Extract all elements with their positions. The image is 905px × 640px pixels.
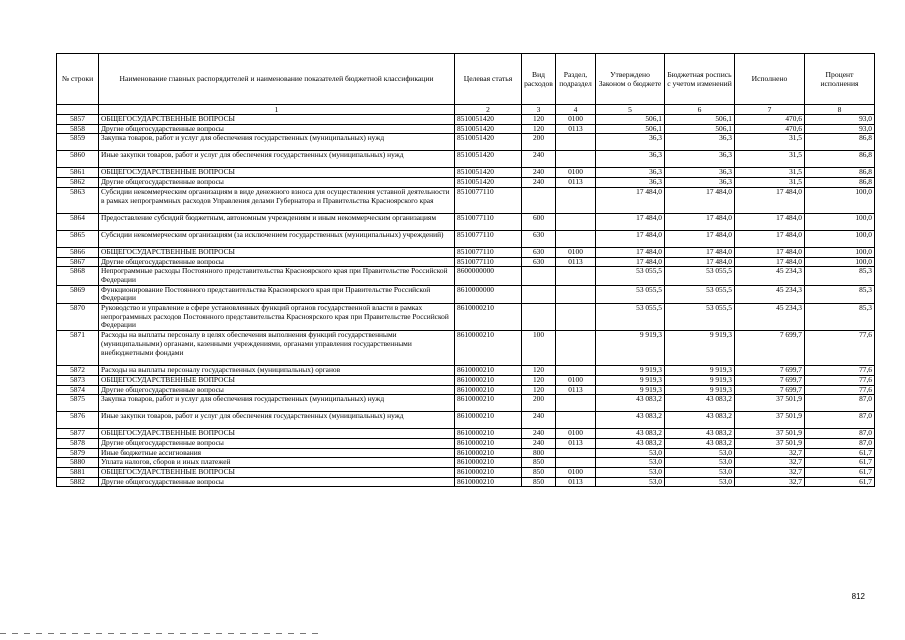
row-expense-type: 850 (522, 477, 556, 487)
row-target-article: 8510077110 (455, 187, 522, 213)
row-schedule: 43 083,2 (665, 395, 735, 412)
row-name: ОБЩЕГОСУДАРСТВЕННЫЕ ВОПРОСЫ (99, 247, 455, 257)
row-percent: 87,0 (805, 429, 875, 439)
row-percent: 100,0 (805, 257, 875, 267)
row-percent: 77,6 (805, 385, 875, 395)
row-expense-type: 630 (522, 230, 556, 247)
row-schedule: 9 919,3 (665, 385, 735, 395)
header-target-article: Целевая статья (455, 54, 522, 105)
row-target-article: 8610000210 (455, 304, 522, 331)
row-executed: 7 699,7 (735, 366, 805, 376)
row-target-article: 8510051420 (455, 134, 522, 151)
row-approved: 17 484,0 (596, 247, 665, 257)
row-name: ОБЩЕГОСУДАРСТВЕННЫЕ ВОПРОСЫ (99, 429, 455, 439)
row-schedule: 506,1 (665, 124, 735, 134)
table-body (57, 115, 875, 487)
row-number: 5863 (57, 187, 99, 213)
row-approved: 43 083,2 (596, 429, 665, 439)
row-target-article: 8510051420 (455, 115, 522, 125)
row-approved: 17 484,0 (596, 257, 665, 267)
table-row (57, 375, 875, 385)
row-percent: 61,7 (805, 448, 875, 458)
table-row (57, 168, 875, 178)
row-target-article: 8510077110 (455, 257, 522, 267)
table-row (57, 458, 875, 468)
row-number: 5860 (57, 151, 99, 168)
table-row (57, 285, 875, 303)
table-row (57, 412, 875, 429)
row-section: 0113 (556, 438, 596, 448)
table-row (57, 115, 875, 125)
row-approved: 43 083,2 (596, 412, 665, 429)
row-executed: 32,7 (735, 458, 805, 468)
row-target-article: 8610000210 (455, 385, 522, 395)
row-section: 0100 (556, 168, 596, 178)
column-number: 7 (735, 105, 805, 115)
row-schedule: 17 484,0 (665, 247, 735, 257)
row-percent: 87,0 (805, 438, 875, 448)
row-executed: 37 501,9 (735, 429, 805, 439)
table-row (57, 151, 875, 168)
row-expense-type: 630 (522, 257, 556, 267)
row-target-article: 8610000210 (455, 468, 522, 478)
row-target-article: 8610000210 (455, 395, 522, 412)
row-section: 0100 (556, 115, 596, 125)
table-row (57, 304, 875, 331)
row-schedule: 17 484,0 (665, 230, 735, 247)
row-expense-type: 240 (522, 178, 556, 188)
row-percent: 93,0 (805, 124, 875, 134)
row-section: 0100 (556, 429, 596, 439)
row-approved: 43 083,2 (596, 438, 665, 448)
row-approved: 9 919,3 (596, 385, 665, 395)
row-number: 5879 (57, 448, 99, 458)
row-expense-type: 120 (522, 124, 556, 134)
row-expense-type (522, 187, 556, 213)
row-name: Закупка товаров, работ и услуг для обеспечения государственных (муниципальных) нужд (99, 395, 455, 412)
row-percent: 77,6 (805, 331, 875, 366)
row-number: 5871 (57, 331, 99, 366)
row-approved: 53 055,5 (596, 267, 665, 285)
row-number: 5864 (57, 213, 99, 230)
row-schedule: 9 919,3 (665, 366, 735, 376)
row-target-article: 8510051420 (455, 151, 522, 168)
row-name: ОБЩЕГОСУДАРСТВЕННЫЕ ВОПРОСЫ (99, 468, 455, 478)
row-target-article: 8610000000 (455, 285, 522, 303)
budget-document (56, 53, 874, 487)
row-name: Другие общегосударственные вопросы (99, 385, 455, 395)
row-number: 5862 (57, 178, 99, 188)
table-row (57, 187, 875, 213)
column-number: 3 (522, 105, 556, 115)
row-schedule: 36,3 (665, 134, 735, 151)
row-number: 5857 (57, 115, 99, 125)
row-executed: 31,5 (735, 168, 805, 178)
row-number: 5877 (57, 429, 99, 439)
row-approved: 9 919,3 (596, 331, 665, 366)
row-section: 0113 (556, 178, 596, 188)
header-percent: Процент исполнения (805, 54, 875, 105)
row-name: Иные бюджетные ассигнования (99, 448, 455, 458)
row-expense-type (522, 304, 556, 331)
row-approved: 53,0 (596, 477, 665, 487)
row-target-article: 8610000210 (455, 438, 522, 448)
row-percent: 86,8 (805, 168, 875, 178)
row-approved: 53 055,5 (596, 304, 665, 331)
row-schedule: 17 484,0 (665, 187, 735, 213)
row-executed: 7 699,7 (735, 375, 805, 385)
column-number-row (57, 105, 875, 115)
row-executed: 17 484,0 (735, 230, 805, 247)
row-approved: 506,1 (596, 124, 665, 134)
row-percent: 100,0 (805, 230, 875, 247)
column-number: 4 (556, 105, 596, 115)
table-row (57, 429, 875, 439)
row-name: Предоставление субсидий бюджетным, автономным учреждениям и иным некоммерческим организациям (99, 213, 455, 230)
row-name: Другие общегосударственные вопросы (99, 477, 455, 487)
table-row (57, 124, 875, 134)
table-row (57, 468, 875, 478)
row-expense-type: 850 (522, 468, 556, 478)
row-executed: 31,5 (735, 178, 805, 188)
row-number: 5881 (57, 468, 99, 478)
row-expense-type: 630 (522, 247, 556, 257)
row-executed: 7 699,7 (735, 385, 805, 395)
row-target-article: 8610000210 (455, 331, 522, 366)
row-section (556, 285, 596, 303)
row-percent: 100,0 (805, 247, 875, 257)
row-executed: 32,7 (735, 468, 805, 478)
row-percent: 93,0 (805, 115, 875, 125)
row-expense-type: 100 (522, 331, 556, 366)
row-section: 0100 (556, 247, 596, 257)
row-name: Расходы на выплаты персоналу государственных (муниципальных) органов (99, 366, 455, 376)
row-executed: 32,7 (735, 477, 805, 487)
row-number: 5866 (57, 247, 99, 257)
row-executed: 470,6 (735, 124, 805, 134)
row-executed: 17 484,0 (735, 213, 805, 230)
table-row (57, 247, 875, 257)
row-expense-type: 240 (522, 429, 556, 439)
table-row (57, 178, 875, 188)
row-schedule: 53,0 (665, 458, 735, 468)
row-approved: 36,3 (596, 168, 665, 178)
row-name: ОБЩЕГОСУДАРСТВЕННЫЕ ВОПРОСЫ (99, 168, 455, 178)
row-section (556, 304, 596, 331)
row-schedule: 36,3 (665, 178, 735, 188)
row-approved: 36,3 (596, 134, 665, 151)
row-approved: 17 484,0 (596, 187, 665, 213)
row-expense-type (522, 267, 556, 285)
row-executed: 32,7 (735, 448, 805, 458)
row-number: 5858 (57, 124, 99, 134)
row-percent: 61,7 (805, 468, 875, 478)
row-expense-type: 200 (522, 134, 556, 151)
row-target-article: 8610000210 (455, 448, 522, 458)
row-schedule: 43 083,2 (665, 412, 735, 429)
row-percent: 85,3 (805, 285, 875, 303)
row-name: Руководство и управление в сфере установленных функций органов государственной власти в рамках непрограммных расходов Постоянного представительства Красноярского края при Правительстве Российской Федерации (99, 304, 455, 331)
row-section (556, 230, 596, 247)
row-name: ОБЩЕГОСУДАРСТВЕННЫЕ ВОПРОСЫ (99, 375, 455, 385)
table-row (57, 257, 875, 267)
row-executed: 45 234,3 (735, 285, 805, 303)
row-name: Уплата налогов, сборов и иных платежей (99, 458, 455, 468)
row-approved: 53 055,5 (596, 285, 665, 303)
row-target-article: 8510077110 (455, 247, 522, 257)
row-schedule: 53 055,5 (665, 285, 735, 303)
row-expense-type: 850 (522, 458, 556, 468)
row-expense-type: 120 (522, 375, 556, 385)
column-number (57, 105, 99, 115)
row-percent: 77,6 (805, 366, 875, 376)
row-percent: 85,3 (805, 304, 875, 331)
row-target-article: 8510077110 (455, 230, 522, 247)
row-name: Другие общегосударственные вопросы (99, 438, 455, 448)
row-approved: 36,3 (596, 151, 665, 168)
row-section: 0113 (556, 477, 596, 487)
row-percent: 86,8 (805, 134, 875, 151)
column-number: 2 (455, 105, 522, 115)
row-name: Иные закупки товаров, работ и услуг для обеспечения государственных (муниципальных) нужд (99, 412, 455, 429)
row-target-article: 8600000000 (455, 267, 522, 285)
row-expense-type: 240 (522, 151, 556, 168)
row-section (556, 151, 596, 168)
header-name: Наименование главных распорядителей и наименование показателей бюджетной классификации (99, 54, 455, 105)
table-row (57, 385, 875, 395)
table-row (57, 438, 875, 448)
row-number: 5868 (57, 267, 99, 285)
row-executed: 37 501,9 (735, 438, 805, 448)
row-expense-type: 120 (522, 366, 556, 376)
row-target-article: 8610000210 (455, 366, 522, 376)
header-section: Раздел, подраздел (556, 54, 596, 105)
row-number: 5882 (57, 477, 99, 487)
row-section: 0113 (556, 124, 596, 134)
table-row (57, 448, 875, 458)
column-number: 6 (665, 105, 735, 115)
row-section (556, 412, 596, 429)
row-executed: 45 234,3 (735, 267, 805, 285)
row-name: Расходы на выплаты персоналу в целях обеспечения выполнения функций государственными (муниципальными) органами, казенными учреждениями, органами управления государственными внебюджетными фондами (99, 331, 455, 366)
table-row (57, 213, 875, 230)
row-number: 5865 (57, 230, 99, 247)
row-number: 5869 (57, 285, 99, 303)
table-header-row (57, 54, 875, 105)
row-section: 0113 (556, 385, 596, 395)
row-number: 5867 (57, 257, 99, 267)
row-schedule: 53 055,5 (665, 267, 735, 285)
row-expense-type: 120 (522, 115, 556, 125)
row-approved: 53,0 (596, 468, 665, 478)
row-name: ОБЩЕГОСУДАРСТВЕННЫЕ ВОПРОСЫ (99, 115, 455, 125)
row-percent: 77,6 (805, 375, 875, 385)
row-percent: 100,0 (805, 213, 875, 230)
row-target-article: 8610000210 (455, 429, 522, 439)
row-section (556, 187, 596, 213)
table-row (57, 477, 875, 487)
row-approved: 43 083,2 (596, 395, 665, 412)
row-schedule: 17 484,0 (665, 257, 735, 267)
page-number: 812 (851, 592, 865, 601)
row-percent: 61,7 (805, 477, 875, 487)
row-number: 5872 (57, 366, 99, 376)
table-row (57, 395, 875, 412)
row-number: 5861 (57, 168, 99, 178)
row-target-article: 8510051420 (455, 168, 522, 178)
row-section: 0100 (556, 375, 596, 385)
row-schedule: 43 083,2 (665, 438, 735, 448)
row-percent: 85,3 (805, 267, 875, 285)
row-executed: 17 484,0 (735, 187, 805, 213)
header-approved: Утверждено Законом о бюджете (596, 54, 665, 105)
row-target-article: 8610000210 (455, 375, 522, 385)
row-section (556, 366, 596, 376)
row-approved: 9 919,3 (596, 366, 665, 376)
header-expense-type: Вид расходов (522, 54, 556, 105)
header-executed: Исполнено (735, 54, 805, 105)
row-schedule: 17 484,0 (665, 213, 735, 230)
row-schedule: 53,0 (665, 477, 735, 487)
row-expense-type: 120 (522, 385, 556, 395)
row-schedule: 506,1 (665, 115, 735, 125)
row-expense-type: 600 (522, 213, 556, 230)
row-section (556, 448, 596, 458)
row-target-article: 8610000210 (455, 477, 522, 487)
row-name: Другие общегосударственные вопросы (99, 124, 455, 134)
row-approved: 36,3 (596, 178, 665, 188)
row-expense-type (522, 285, 556, 303)
row-approved: 53,0 (596, 458, 665, 468)
column-number: 8 (805, 105, 875, 115)
row-executed: 17 484,0 (735, 247, 805, 257)
row-name: Другие общегосударственные вопросы (99, 178, 455, 188)
row-executed: 470,6 (735, 115, 805, 125)
row-number: 5873 (57, 375, 99, 385)
row-executed: 45 234,3 (735, 304, 805, 331)
table-row (57, 230, 875, 247)
row-name: Другие общегосударственные вопросы (99, 257, 455, 267)
row-section: 0100 (556, 468, 596, 478)
row-number: 5870 (57, 304, 99, 331)
row-approved: 506,1 (596, 115, 665, 125)
row-target-article: 8510077110 (455, 213, 522, 230)
row-name: Субсидии некоммерческим организациям в виде денежного взноса для осуществления уставной деятельности в рамках непрограммных расходов Управления делами Губернатора и Правительства Красноярского края (99, 187, 455, 213)
row-name: Непрограммные расходы Постоянного представительства Красноярского края при Правительстве Российской Федерации (99, 267, 455, 285)
row-percent: 87,0 (805, 395, 875, 412)
row-executed: 7 699,7 (735, 331, 805, 366)
row-approved: 9 919,3 (596, 375, 665, 385)
row-expense-type: 200 (522, 395, 556, 412)
budget-table (56, 53, 875, 487)
row-schedule: 53 055,5 (665, 304, 735, 331)
row-number: 5878 (57, 438, 99, 448)
row-expense-type: 240 (522, 168, 556, 178)
row-name: Закупка товаров, работ и услуг для обеспечения государственных (муниципальных) нужд (99, 134, 455, 151)
table-row (57, 267, 875, 285)
row-schedule: 53,0 (665, 468, 735, 478)
row-expense-type: 240 (522, 412, 556, 429)
row-number: 5875 (57, 395, 99, 412)
row-target-article: 8510051420 (455, 178, 522, 188)
row-approved: 17 484,0 (596, 230, 665, 247)
row-approved: 17 484,0 (596, 213, 665, 230)
row-target-article: 8610000210 (455, 458, 522, 468)
row-name: Иные закупки товаров, работ и услуг для обеспечения государственных (муниципальных) нужд (99, 151, 455, 168)
row-expense-type: 800 (522, 448, 556, 458)
row-name: Субсидии некоммерческим организациям (за исключением государственных (муниципальных) учреждений) (99, 230, 455, 247)
row-approved: 53,0 (596, 448, 665, 458)
row-executed: 17 484,0 (735, 257, 805, 267)
row-schedule: 36,3 (665, 168, 735, 178)
header-row-number: № строки (57, 54, 99, 105)
row-number: 5859 (57, 134, 99, 151)
row-schedule: 53,0 (665, 448, 735, 458)
header-schedule: Бюджетная роспись с учетом изменений (665, 54, 735, 105)
row-percent: 100,0 (805, 187, 875, 213)
table-row (57, 134, 875, 151)
table-row (57, 366, 875, 376)
row-percent: 87,0 (805, 412, 875, 429)
row-section (556, 458, 596, 468)
row-section (556, 213, 596, 230)
scan-artifact-line (0, 633, 320, 634)
row-section: 0113 (556, 257, 596, 267)
table-row (57, 331, 875, 366)
row-schedule: 9 919,3 (665, 331, 735, 366)
row-executed: 31,5 (735, 151, 805, 168)
row-target-article: 8510051420 (455, 124, 522, 134)
row-percent: 86,8 (805, 178, 875, 188)
row-section (556, 395, 596, 412)
row-schedule: 36,3 (665, 151, 735, 168)
row-section (556, 331, 596, 366)
row-number: 5880 (57, 458, 99, 468)
row-schedule: 9 919,3 (665, 375, 735, 385)
row-name: Функционирование Постоянного представительства Красноярского края при Правительстве Российской Федерации (99, 285, 455, 303)
row-percent: 86,8 (805, 151, 875, 168)
column-number: 5 (596, 105, 665, 115)
column-number: 1 (99, 105, 455, 115)
row-schedule: 43 083,2 (665, 429, 735, 439)
row-number: 5874 (57, 385, 99, 395)
row-executed: 37 501,9 (735, 395, 805, 412)
row-expense-type: 240 (522, 438, 556, 448)
row-number: 5876 (57, 412, 99, 429)
row-executed: 37 501,9 (735, 412, 805, 429)
row-percent: 61,7 (805, 458, 875, 468)
row-section (556, 267, 596, 285)
row-executed: 31,5 (735, 134, 805, 151)
row-section (556, 134, 596, 151)
row-target-article: 8610000210 (455, 412, 522, 429)
